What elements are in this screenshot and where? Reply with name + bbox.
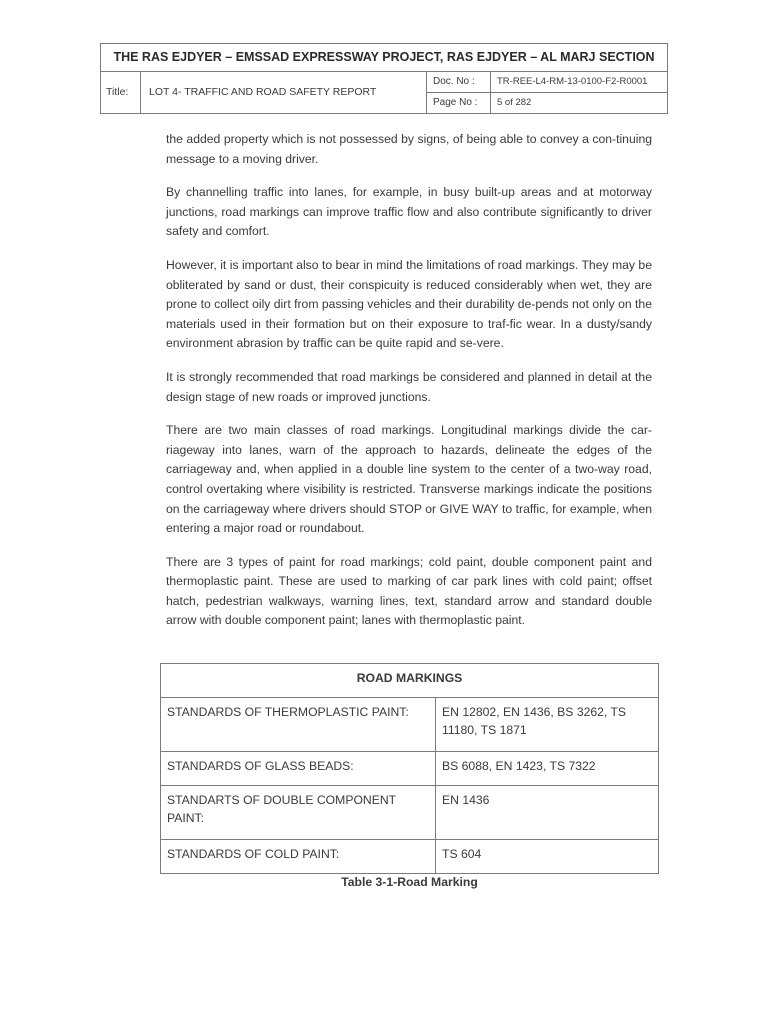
table-header-row [161,664,659,698]
table-row [161,786,659,840]
table-row [161,698,659,752]
table-heading: ROAD MARKINGS [161,664,659,698]
table-cell-value: TS 604 [436,840,659,874]
table-cell-label: STANDARTS OF DOUBLE COMPONENT PAINT: [161,786,436,840]
table-cell-label: STANDARDS OF COLD PAINT: [161,840,436,874]
table-cell-label: STANDARDS OF GLASS BEADS: [161,752,436,786]
table-row [161,840,659,874]
table-caption: Table 3-1-Road Marking [341,875,478,889]
document-title: LOT 4- TRAFFIC AND ROAD SAFETY REPORT [141,72,427,113]
document-header [100,43,668,114]
page-no-value: 5 of 282 [497,97,532,108]
table-cell-label: STANDARDS OF THERMOPLASTIC PAINT: [161,698,436,752]
title-label: Title: [101,72,141,113]
road-markings-table [160,663,659,874]
table-cell-value: BS 6088, EN 1423, TS 7322 [436,752,659,786]
doc-no-row [427,72,667,93]
table-cell-value: EN 12802, EN 1436, BS 3262, TS 11180, TS 1871 [436,698,659,752]
document-meta [427,72,667,113]
doc-no-value: TR-REE-L4-RM-13-0100-F2-R0001 [497,76,648,87]
paragraph: By channelling traffic into lanes, for example, in busy built-up areas and at motorway junctions, road markings can improve traffic flow and also contribute significantly to driver safety and comfort. [166,185,652,239]
paragraph: There are 3 types of paint for road markings; cold paint, double component paint and thermoplastic paint. These are used to marking of car park lines with cold paint; offset hatch, pedestrian walkways, warning lines, text, standard arrow and standard double arrow with double component paint; lanes with thermoplastic paint. [166,554,652,628]
body-text [166,130,652,645]
project-title: THE RAS EJDYER – EMSSAD EXPRESSWAY PROJECT, RAS EJDYER – AL MARJ SECTION [101,44,667,72]
table-row [161,752,659,786]
page-no-label: Page No : [427,93,491,113]
doc-no-label: Doc. No : [427,72,491,92]
page-no-row [427,93,667,113]
table-cell-value: EN 1436 [436,786,659,840]
paragraph: the added property which is not possessed by signs, of being able to convey a con-tinuing message to a moving driver. [166,132,652,166]
paragraph: It is strongly recommended that road markings be considered and planned in detail at the design stage of new roads or improved junctions. [166,369,652,404]
paragraph: There are two main classes of road markings. Longitudinal markings divide the car-riageway into lanes, warn of the approach to hazards, delineate the edges of the carriageway and, when applied in a double line system to the center of a two-way road, control overtaking where visibility is restricted. Transverse markings indicate the positions on the carriageway where drivers should STOP or GIVE WAY to traffic, for example, when entering a major road or roundabout. [166,423,652,536]
paragraph: However, it is important also to bear in mind the limitations of road markings. They may be obliterated by sand or dust, their conspicuity is reduced considerably when wet, they are prone to collect oily dirt from passing vehicles and their durability de-pends not only on the materials used in their formation but on their exposure to traf-fic wear. In a dusty/sandy environment abrasion by traffic can be quite rapid and se-vere. [166,257,652,351]
header-info-row [101,72,667,113]
